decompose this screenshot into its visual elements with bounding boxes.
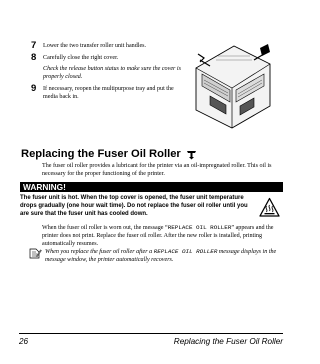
- step-list: [31, 41, 189, 103]
- replace-text-after: ” appears and the printer does not print. Replace the fuser oil roller. After the new roller is installed, printing automatically resumes.: [42, 225, 274, 247]
- oil-roller-icon: [186, 149, 197, 160]
- step-text: Carefully close the right cover.: [43, 55, 119, 61]
- section-heading: [21, 147, 197, 161]
- step-number: 9: [31, 83, 37, 94]
- step-number: 7: [31, 40, 37, 51]
- replace-text-before: When the fuser oil roller is worn out, the message “: [42, 225, 168, 231]
- note-pencil-icon: [29, 248, 42, 259]
- note: [29, 248, 285, 264]
- warning-banner: [20, 182, 283, 192]
- step-text: Lower the two transfer roller unit handles.: [43, 43, 147, 49]
- message-code: REPLACE OIL ROLLER: [167, 224, 232, 231]
- warning-label: WARNING!: [23, 182, 66, 192]
- note-text-after: message displays in the message window, the printer automatically recovers.: [45, 249, 277, 263]
- step-text: If necessary, reopen the multipurpose tray and put the media back in.: [43, 86, 174, 100]
- page-number: 26: [19, 337, 29, 346]
- printer-transfer-roller-illustration: [190, 40, 275, 132]
- footer-title: Replacing the Fuser Oil Roller: [173, 337, 283, 346]
- replace-paragraph: [42, 224, 282, 248]
- section-title: Replacing the Fuser Oil Roller: [21, 148, 181, 160]
- warning-text: The fuser unit is hot. When the top cover is opened, the fuser unit temperature drops gradually (one hour wait time). Do not replace the fuser oil roller until you are sure that the fuser unit has cooled down.: [20, 195, 248, 217]
- hot-surface-warning-icon: [259, 197, 280, 218]
- note-text: [45, 248, 285, 264]
- step-8: [31, 53, 189, 81]
- step-9: [31, 84, 189, 101]
- section-intro: The fuser oil roller provides a lubricant for the printer via an oil-impregnated roller. This oil is necessary for the proper functioning of the printer.: [42, 163, 272, 177]
- footer-rule: [19, 333, 283, 334]
- note-message-code: REPLACE OIL ROLLER: [153, 248, 218, 255]
- step-7: [31, 41, 189, 51]
- step-number: 8: [31, 52, 37, 63]
- note-text-before: When you replace the fuser oil roller after a: [45, 249, 154, 255]
- step-note: Check the release button status to make sure the cover is properly closed.: [43, 66, 181, 80]
